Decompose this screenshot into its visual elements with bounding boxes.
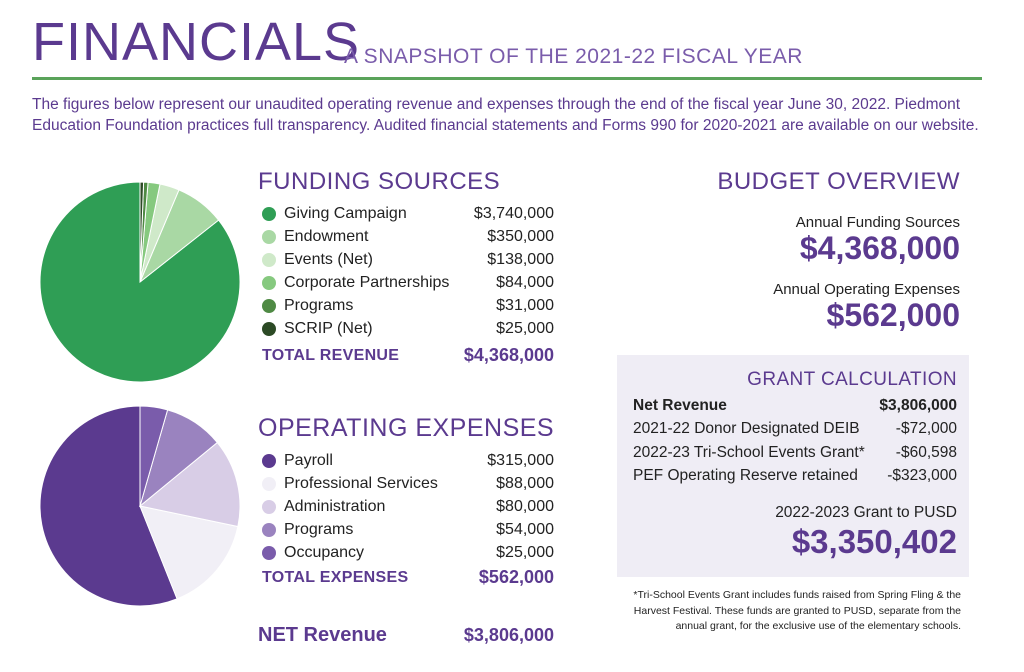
legend-value: $25,000: [496, 319, 554, 337]
legend-value: $3,740,000: [473, 204, 554, 222]
legend-swatch: [262, 500, 276, 514]
legend-label: Events (Net): [284, 250, 373, 268]
legend-value: $84,000: [496, 273, 554, 291]
grant-row-value: -$72,000: [895, 420, 957, 438]
legend-swatch: [262, 253, 276, 267]
legend-swatch: [262, 299, 276, 313]
legend-swatch: [262, 477, 276, 491]
intro-paragraph: The figures below represent our unaudited operating revenue and expenses through the end of the fiscal year June 30, 2022. Piedmont Education Foundation practices full transparency. Audited financial statements and Forms 990 for 2020-2021 are available on our website.: [32, 96, 979, 134]
expenses-pie-chart: [38, 404, 242, 608]
legend-value: $315,000: [487, 451, 554, 469]
legend-label: Occupancy: [284, 543, 365, 561]
legend-value: $25,000: [496, 543, 554, 561]
legend-item-occupancy: [262, 541, 554, 564]
legend-label: Administration: [284, 497, 386, 515]
legend-value: $350,000: [487, 227, 554, 245]
legend-swatch: [262, 276, 276, 290]
legend-label: Giving Campaign: [284, 204, 407, 222]
legend-item-corporate-partnerships: [262, 271, 554, 294]
legend-item-endowment: [262, 225, 554, 248]
legend-item-programs: [262, 294, 554, 317]
budget-overview: [620, 168, 960, 332]
legend-item-administration: [262, 495, 554, 518]
footnote: *Tri-School Events Grant includes funds raised from Spring Fling & the Harvest Festival. These funds are granted to PUSD, separate from the annual grant, for the exclusive use of the elementary schools.: [633, 589, 961, 632]
legend-label: Corporate Partnerships: [284, 273, 450, 291]
operating-expenses-title: OPERATING EXPENSES: [258, 414, 555, 442]
net-revenue-row: [258, 624, 554, 647]
net-revenue-value: $3,806,000: [463, 625, 554, 645]
funding-legend: [262, 202, 554, 340]
total-revenue-value: $4,368,000: [463, 345, 554, 365]
legend-item-programs: [262, 518, 554, 541]
legend-swatch: [262, 322, 276, 336]
page-title: FINANCIALS: [32, 12, 361, 72]
grant-row-label: 2022-23 Tri-School Events Grant*: [633, 443, 865, 461]
total-revenue-row: [262, 345, 554, 366]
legend-swatch: [262, 454, 276, 468]
header-divider: [32, 77, 982, 80]
budget-overview-title: BUDGET OVERVIEW: [717, 168, 960, 195]
total-expenses-value: $562,000: [478, 567, 554, 587]
legend-label: Endowment: [284, 227, 369, 245]
legend-value: $54,000: [496, 520, 554, 538]
grant-row-net-revenue: [633, 394, 957, 418]
grant-row-label: PEF Operating Reserve retained: [633, 467, 858, 485]
grant-result-value: $3,350,402: [791, 523, 957, 560]
legend-item-professional-services: [262, 472, 554, 495]
funding-sources-title: FUNDING SOURCES: [258, 168, 501, 195]
legend-label: Payroll: [284, 451, 333, 469]
grant-row-reserve: [633, 465, 957, 489]
legend-value: $31,000: [496, 296, 554, 314]
legend-swatch: [262, 523, 276, 537]
legend-value: $88,000: [496, 474, 554, 492]
net-revenue-label: NET Revenue: [258, 624, 387, 646]
legend-item-events: [262, 248, 554, 271]
grant-row-label: Net Revenue: [633, 396, 727, 414]
legend-item-payroll: [262, 449, 554, 472]
grant-row-value: -$323,000: [887, 467, 957, 485]
legend-item-giving-campaign: [262, 202, 554, 225]
legend-label: SCRIP (Net): [284, 319, 373, 337]
annual-funding-label: Annual Funding Sources: [795, 214, 960, 231]
grant-row-tri-school: [633, 441, 957, 465]
grant-row-label: 2021-22 Donor Designated DEIB: [633, 420, 860, 438]
annual-expenses-label: Annual Operating Expenses: [773, 281, 960, 298]
total-expenses-row: [262, 567, 554, 588]
legend-value: $138,000: [487, 250, 554, 268]
legend-swatch: [262, 546, 276, 560]
legend-item-scrip: [262, 317, 554, 340]
total-revenue-label: TOTAL REVENUE: [262, 346, 400, 364]
total-expenses-label: TOTAL EXPENSES: [262, 568, 409, 586]
legend-swatch: [262, 207, 276, 221]
legend-label: Programs: [284, 520, 354, 538]
grant-calculation-box: [617, 355, 969, 577]
page-header: [32, 10, 982, 80]
funding-pie-chart: [38, 180, 242, 384]
legend-label: Programs: [284, 296, 354, 314]
page-subtitle: A SNAPSHOT OF THE 2021-22 FISCAL YEAR: [344, 45, 803, 68]
grant-row-deib: [633, 418, 957, 442]
grant-result-label: 2022-2023 Grant to PUSD: [775, 504, 957, 521]
legend-swatch: [262, 230, 276, 244]
grant-calculation-title: GRANT CALCULATION: [747, 369, 957, 390]
annual-expenses-value: $562,000: [826, 297, 960, 333]
legend-label: Professional Services: [284, 474, 438, 492]
grant-row-value: $3,806,000: [879, 396, 957, 414]
grant-row-value: -$60,598: [895, 443, 957, 461]
annual-funding-value: $4,368,000: [799, 230, 960, 266]
legend-value: $80,000: [496, 497, 554, 515]
expenses-legend: [262, 449, 554, 564]
